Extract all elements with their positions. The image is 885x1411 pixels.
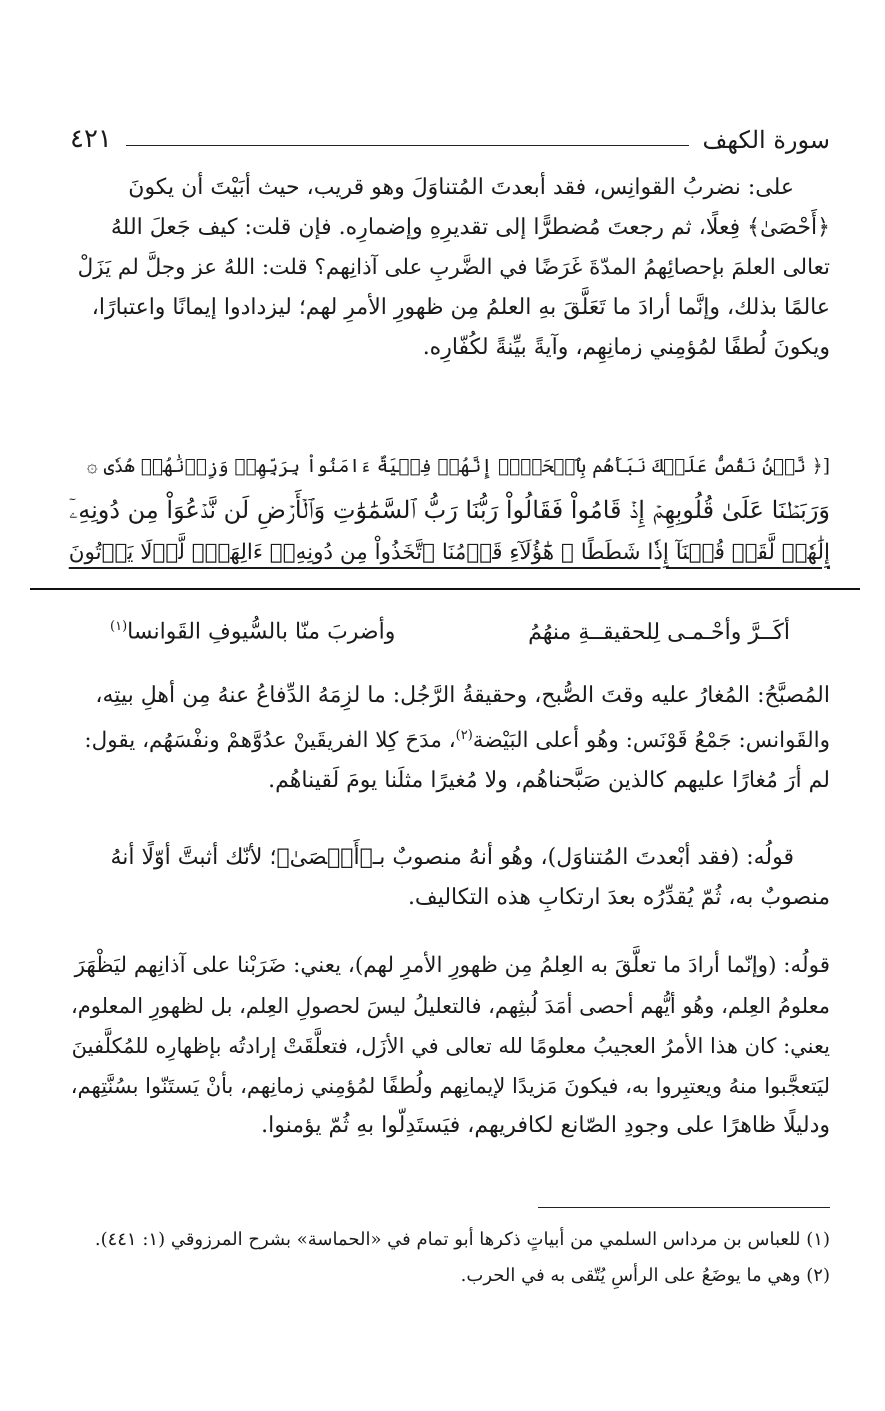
- paragraph-1: [70, 168, 830, 368]
- text-line: يعني: كان هذا الأمرُ العجيبُ معلومًا لله تعالى في الأزَل، فتعلَّقَتْ إرادتُه بإظهارِه للمُكلَّفينَ: [71, 1034, 830, 1058]
- footnote-2: (٢) وهي ما يوضَعُ على الرأسِ يُتّقى به في الحرب.: [460, 1265, 830, 1286]
- text-line: منصوبٌ به، ثُمّ يُقدِّرُه بعدَ ارتكابِ هذه التكاليف.: [407, 885, 830, 910]
- text-line: ويكونَ لُطفًا لمُؤمِني زمانِهِم، وآيةً بيِّنةً لكُفّارِه.: [422, 335, 830, 360]
- footnote-rule: [538, 1207, 830, 1208]
- footnote-1: (١) للعباس بن مرداس السلمي من أبياتٍ ذكرها أبو تمام في «الحماسة» بشرح المرزوقي (١: ٤٤١).: [94, 1229, 830, 1250]
- quran-line: [﴿ نَّحۡنُ نَقُصُّ عَلَيۡكَ نَبَأَهُم بِٱلۡحَقِّۚ إِنَّهُمۡ فِتۡيَةٌ ءَامَنُواْ بِرَبِّهِمۡ وَزِدۡنَٰهُمۡ هُدٗى ۞: [86, 456, 830, 477]
- page-header: [70, 112, 830, 152]
- hemistich-second: وأضربَ منّا بالسُّيوفِ القَوانسا$^{(١)}$: [110, 619, 396, 645]
- book-page: [70, 0, 830, 1411]
- footnote-ref: (٢): [455, 728, 473, 743]
- quran-verses: [70, 446, 830, 575]
- hemistich-first: أكَــرَّ وأحْـمـى لِلحقيقــةِ منهُمُ: [528, 619, 790, 645]
- text-line: عالمًا بذلك، وإنَّما أرادَ ما تَعَلَّقَ بهِ العلمُ مِن ظهورِ الأمرِ لهم؛ ليزدادوا إيمانًا واعتبارًا،: [91, 295, 830, 320]
- text-line: قولُه: (وإنّما أرادَ ما تعلَّقَ به العِلمُ مِن ظهورِ الأمرِ لهم)، يعني: ضَرَبْنا على آذانِهم ليَظْهَرَ: [74, 953, 830, 978]
- section-divider: [30, 588, 860, 590]
- text-line: على: نضربُ القوانِس، فقد أبعدتَ المُتناوَلَ وهو قريب، حيث أبَيْتَ أن يكونَ: [128, 175, 794, 200]
- text-line: ﴿أَحْصَىٰ﴾ فِعلًا، ثم رجعتَ مُضطرًّا إلى تقديرِهِ وإضمارِه. فإن قلت: كيف جَعلَ اللهُ: [110, 215, 830, 240]
- paragraph-2: [70, 676, 830, 801]
- header-rule: [126, 145, 689, 146]
- text-line: ودليلًا ظاهرًا على وجودِ الصّانع لكافريهم، فيَستَدِلّوا بهِ ثُمّ يؤمنوا.: [261, 1113, 830, 1138]
- footnotes: [70, 1222, 830, 1294]
- surah-name: سورة الكهف: [702, 126, 830, 154]
- footnote-ref: (١): [110, 619, 128, 635]
- page-number: ٤٢١: [70, 124, 112, 154]
- quran-line: إِلَٰهٗاۖ لَّقَدۡ قُلۡنَآ إِذٗا شَطَطًا ۞ هَٰٓؤُلَآءِ قَوۡمُنَا ٱتَّخَذُواْ مِن دُونِهِۦٓ ءَالِهَةٗۖ لَّوۡلَا يَأۡتُونَ: [68, 540, 830, 565]
- text-line: والقَوانس: جَمْعُ قَوْنَس: وهُو أعلى البَيْضة$^{(٢)}$، مدَحَ كِلا الفريقَينْ عدُوَّهمْ ونفْسَهُم، يقول:: [84, 728, 830, 754]
- text-line: قولُه: (فقد أبْعدتَ المُتناوَل)، وهُو أنهُ منصوبٌ بـ﴿أَحۡصَىٰ﴾؛ لأنّك أثبتَّ أوّلًا أنهُ: [110, 845, 794, 870]
- paragraph-3: [70, 838, 830, 918]
- quran-line: وَرَبَطۡنَا عَلَىٰ قُلُوبِهِمۡ إِذۡ قَامُواْ فَقَالُواْ رَبُّنَا رَبُّ ٱلسَّمَٰوَٰتِ وَٱلۡأَرۡضِ لَن نَّدۡعُوَاْ مِن دُونِهِۦٓ: [69, 496, 830, 524]
- text-line: لم أرَ مُغارًا عليهم كالذين صَبَّحناهُم، ولا مُغيرًا مثلَنا يومَ لَقيناهُم.: [268, 768, 830, 794]
- paragraph-4: [70, 946, 830, 1146]
- text-line: معلومُ العِلم، وهُو أيُّهم أحصى أمَدَ لُبثِهم، فالتعليلُ ليسَ لحصولِ العِلم، بل لظهورِ المعلوم،: [70, 994, 830, 1018]
- text-line: المُصبَّحُ: المُغارُ عليه وقتَ الصُّبح، وحقيقةُ الرَّجُل: ما لزِمَهُ الدِّفاعُ عنهُ مِن أهلِ بيتِه،: [95, 683, 830, 708]
- text-line: تعالى العلمَ بإحصائِهمُ المدّةَ غَرَضًا في الضَّربِ على آذانِهم؟ قلت: اللهُ عز وجلَّ لم يَزَلْ: [77, 255, 830, 280]
- text-line: ليَتعجَّبوا منهُ ويعتبِروا به، فيكونَ مَزيدًا لإيمانِهم ولُطفًا لمُؤمِني زمانِهم، بأنْ يَستَنّوا بسُنَّتِهم،: [70, 1074, 830, 1098]
- poetry-verse: [110, 612, 790, 652]
